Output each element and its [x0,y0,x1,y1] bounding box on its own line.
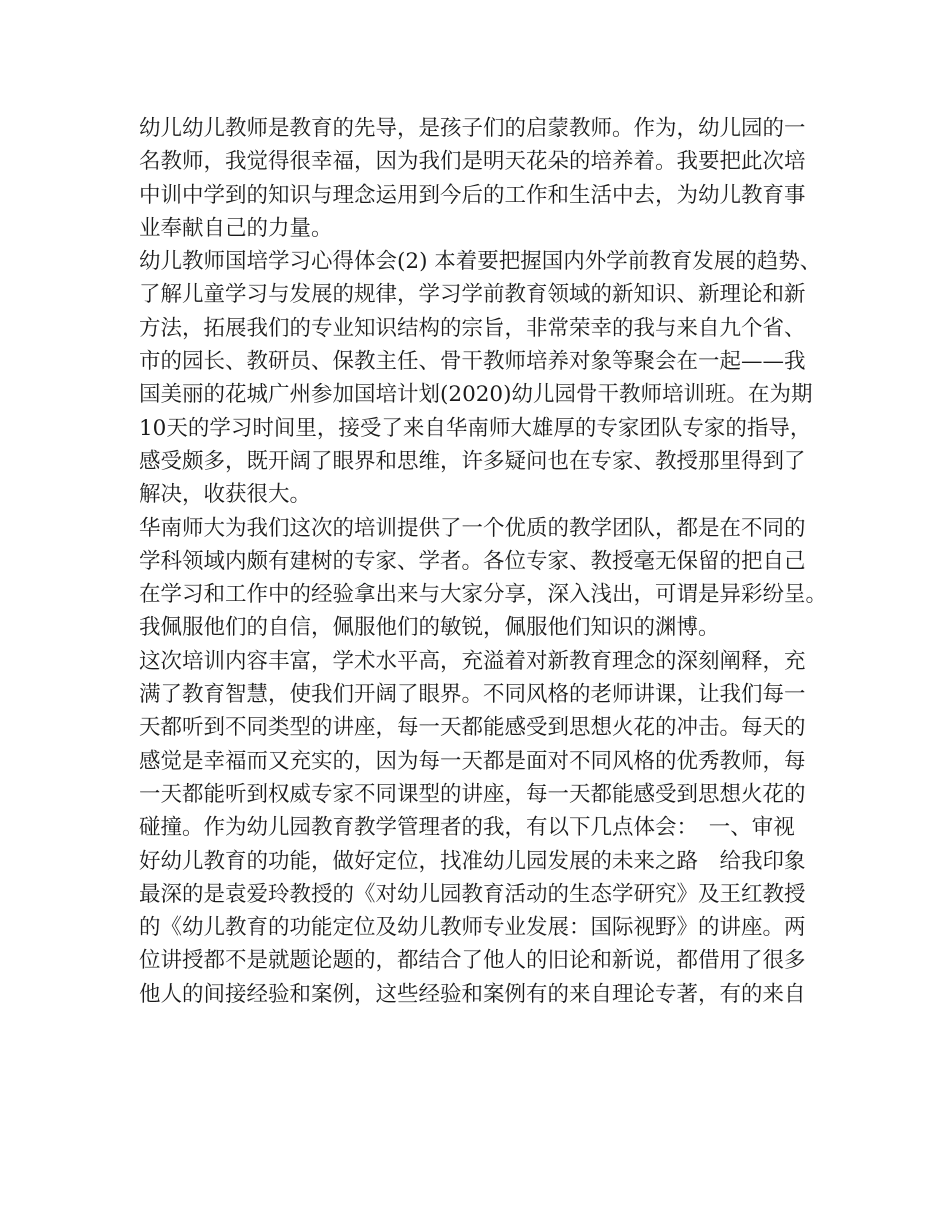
text-line: 解决，收获很大。 [139,482,312,508]
text-line: 感觉是幸福而又充实的，因为每一天都是面对不同风格的优秀教师，每 [139,748,806,774]
document-body [139,112,829,1011]
text-line: 国美丽的花城广州参加国培计划(2020)幼儿园骨干教师培训班。在为期 [139,382,813,408]
text-line: 幼儿教师国培学习心得体会(2) 本着要把握国内外学前教育发展的趋势、 [139,249,822,275]
text-line: 学科领域内颇有建树的专家、学者。各位专家、教授毫无保留的把自己 [139,548,806,574]
text-line: 10天的学习时间里，接受了来自华南师大雄厚的专家团队专家的指导， [139,415,812,441]
text-line: 名教师，我觉得很幸福，因为我们是明天花朵的培养着。我要把此次培 [139,149,806,175]
text-line: 天都听到不同类型的讲座，每一天都能感受到思想火花的冲击。每天的 [139,715,806,741]
text-line: 中训中学到的知识与理念运用到今后的工作和生活中去，为幼儿教育事 [139,182,806,208]
text-line: 了解儿童学习与发展的规律，学习学前教育领域的新知识、新理论和新 [139,282,806,308]
text-line: 这次培训内容丰富，学术水平高，充溢着对新教育理念的深刻阐释，充 [139,648,806,674]
text-line: 华南师大为我们这次的培训提供了一个优质的教学团队，都是在不同的 [139,515,806,541]
text-line: 在学习和工作中的经验拿出来与大家分享，深入浅出，可谓是异彩纷呈。 [139,582,828,608]
text-line: 市的园长、教研员、保教主任、骨干教师培养对象等聚会在一起——我 [139,349,806,375]
text-line: 满了教育智慧，使我们开阔了眼界。不同风格的老师讲课，让我们每一 [139,682,806,708]
text-line: 最深的是袁爱玲教授的《对幼儿园教育活动的生态学研究》及王红教授 [139,881,806,907]
text-line: 他人的间接经验和案例，这些经验和案例有的来自理论专著，有的来自 [139,981,806,1007]
text-line: 幼儿幼儿教师是教育的先导，是孩子们的启蒙教师。作为，幼儿园的一 [139,116,806,141]
text-line: 碰撞。作为幼儿园教育教学管理者的我，有以下几点体会： 一、审视 [139,815,795,841]
text-line: 感受颇多，既开阔了眼界和思维，许多疑问也在专家、教授那里得到了 [139,448,806,474]
text-line: 业奉献自己的力量。 [139,215,333,241]
text-line: 的《幼儿教育的功能定位及幼儿教师专业发展：国际视野》的讲座。两 [139,915,806,941]
text-line: 位讲授都不是就题论题的，都结合了他人的旧论和新说，都借用了很多 [139,948,806,974]
text-line: 方法，拓展我们的专业知识结构的宗旨，非常荣幸的我与来自九个省、 [139,315,806,341]
text-line: 我佩服他们的自信，佩服他们的敏锐，佩服他们知识的渊博。 [139,615,720,641]
text-line: 一天都能听到权威专家不同课型的讲座，每一天都能感受到思想火花的 [139,781,806,807]
text-line: 好幼儿教育的功能，做好定位，找准幼儿园发展的未来之路 给我印象 [139,848,806,874]
